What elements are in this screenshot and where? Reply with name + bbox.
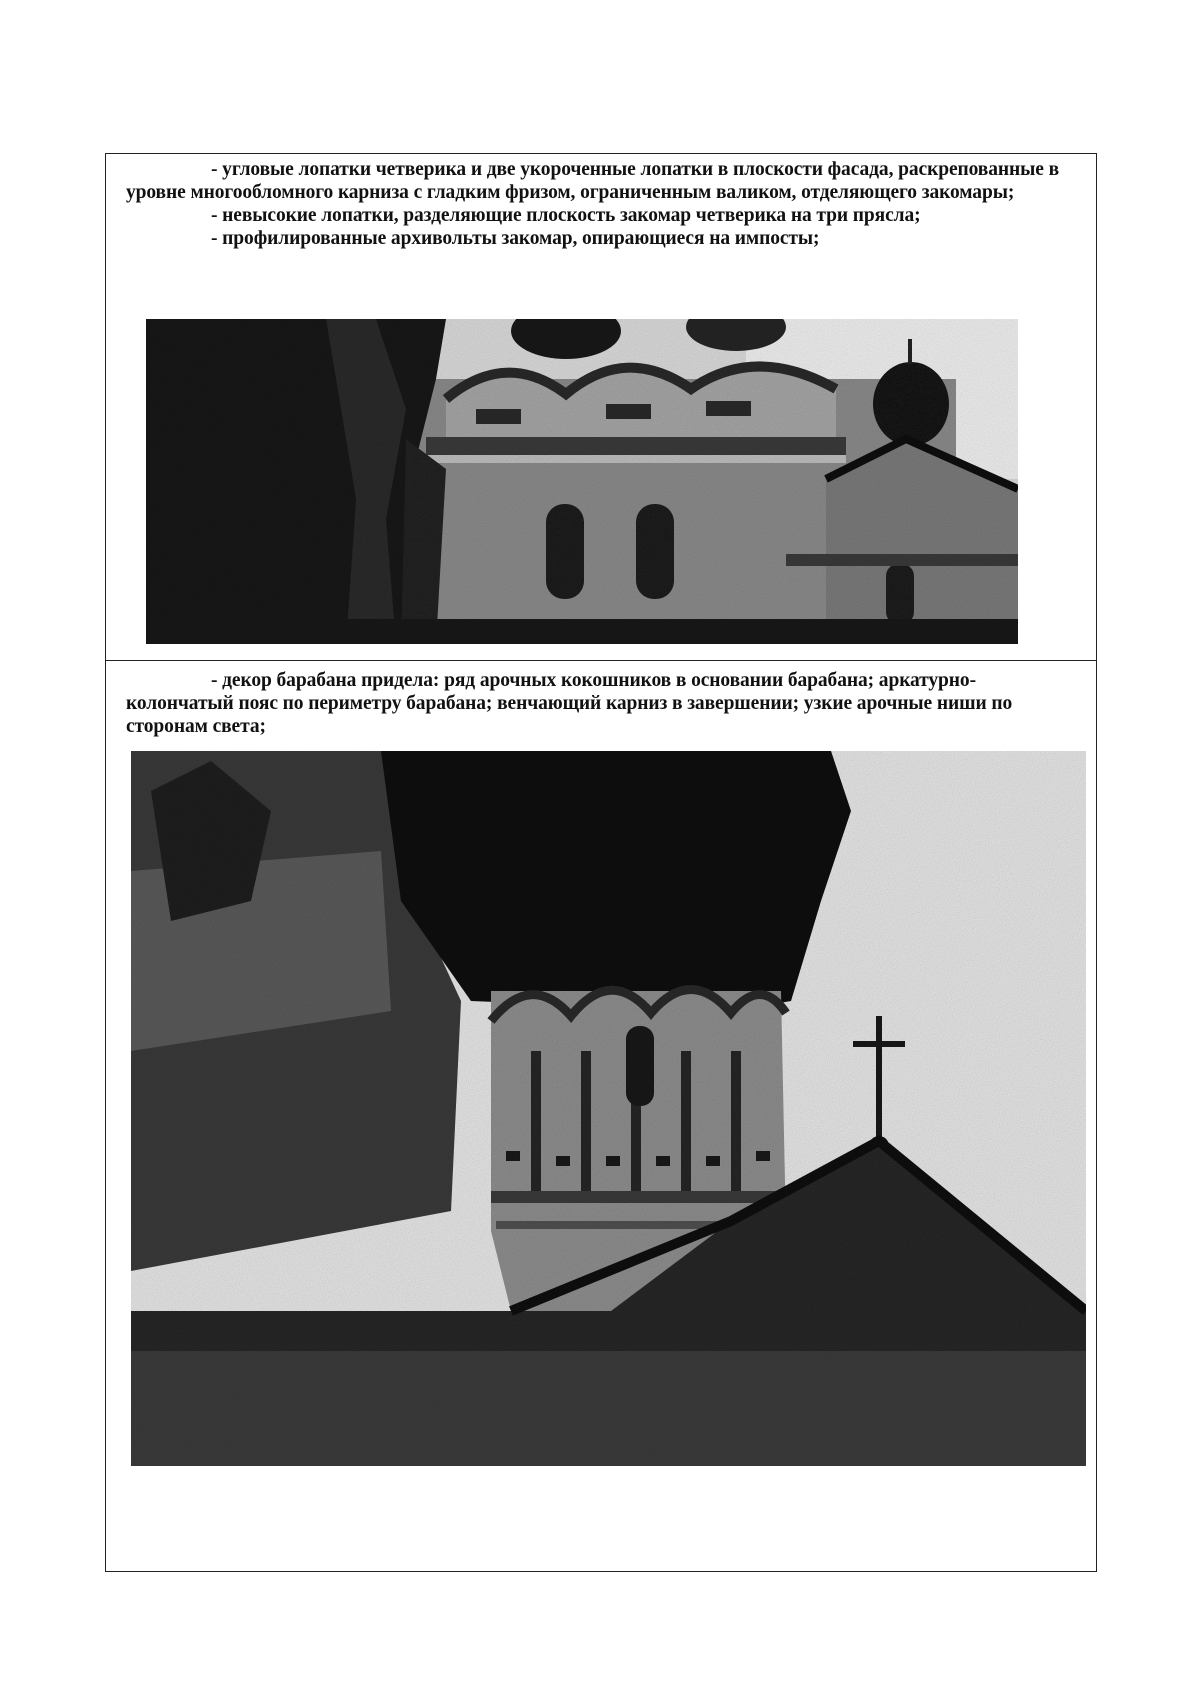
section-1-line-2: - невысокие лопатки, разделяющие плоскость закомар четверика на три прясла; [211, 205, 921, 226]
section-2-text [126, 669, 1076, 738]
section-1-text [126, 158, 1066, 250]
section-2-line-1: - декор барабана придела: ряд арочных кокошников в основании барабана; аркатурно-колончатый пояс по периметру барабана; венчающий карниз в завершении; узкие арочные ниши по сторонам света; [126, 670, 1013, 737]
drum-photo [131, 751, 1086, 1466]
section-divider [106, 660, 1096, 661]
section-1-line-1: - угловые лопатки четверика и две укороченные лопатки в плоскости фасада, раскрепованные в уровне многообломного карниза с гладким фризом, ограниченным валиком, отделяющего закомары; [126, 159, 1060, 203]
facade-photo [146, 319, 1018, 644]
content-frame [105, 153, 1097, 1572]
section-1-line-3: - профилированные архивольты закомар, опирающиеся на импосты; [211, 228, 820, 249]
